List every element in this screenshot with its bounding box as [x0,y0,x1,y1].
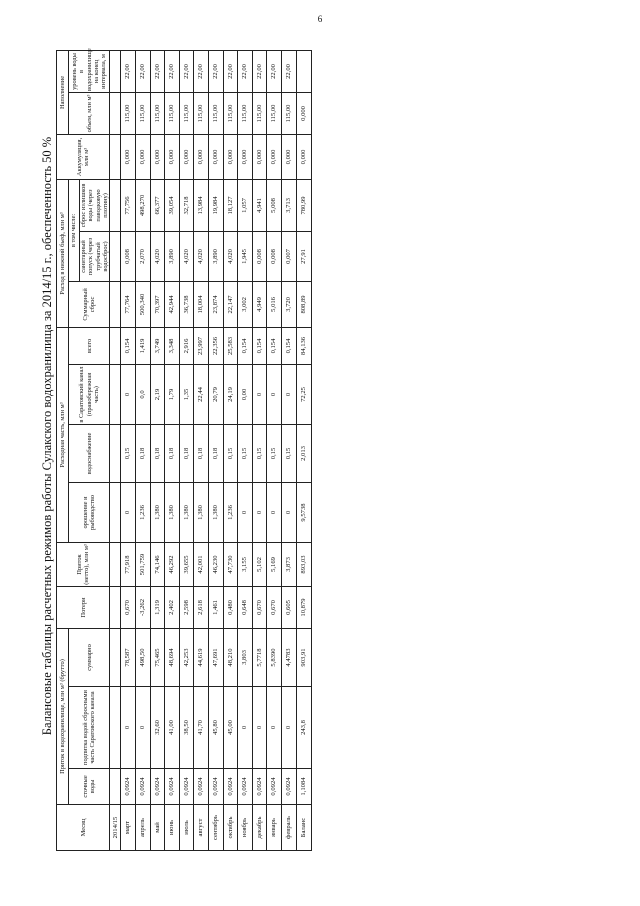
cell-loss: 0,648 [238,586,253,628]
cell-ws: 0,18 [194,424,209,482]
cell-stock: 0,0924 [223,769,238,805]
cell-stock: 0,0924 [165,769,180,805]
header-irrigation: орошение и рыбоводство [69,482,110,542]
cell-ws: 0,18 [209,424,224,482]
cell-canal: 0 [121,364,136,424]
header-stock: сточные воды [69,769,110,805]
header-sanitary: санитарный попуск (через трубчатый водосброс) [80,231,110,281]
cell-lvl [296,50,311,92]
header-water-supply: водоснабжение [69,424,110,482]
cell-lvl: 22,00 [238,50,253,92]
cell-lvl: 22,00 [121,50,136,92]
cell-san: 2,070 [136,231,151,281]
cell-ws: 0,15 [121,424,136,482]
cell-ws: 0,18 [165,424,180,482]
cell-net: 501,759 [136,542,151,586]
cell-sum: 70,397 [150,281,165,327]
cell-dam: 19,984 [209,179,224,231]
cell-irr: 1,380 [179,482,194,542]
cell-irr: 9,5738 [296,482,311,542]
cell-irr: 1,380 [209,482,224,542]
cell-month: февраль [281,805,296,851]
cell-dam: 39,054 [165,179,180,231]
cell-vol: 115,00 [165,92,180,134]
cell-lvl: 22,00 [136,50,151,92]
cell-ws: 2,013 [296,424,311,482]
cell-lvl: 22,00 [223,50,238,92]
cell-canal: 1,79 [165,364,180,424]
cell-acc: 0,000 [238,134,253,179]
header-to-canal: в Саратовский канал (правобережная часть) [69,364,110,424]
cell-canal: 24,19 [223,364,238,424]
cell-stock: 0,0924 [267,769,282,805]
cell-net: 77,918 [121,542,136,586]
header-spill-dam: сброс излишков воды (через паводковую плотину) [80,179,110,231]
cell-stock: 0,0924 [150,769,165,805]
header-total: суммарно [69,628,110,686]
header-month: Месяц [57,805,110,851]
cell-ws: 0,15 [252,424,267,482]
cell-san: 4,020 [150,231,165,281]
cell-month: май [150,805,165,851]
cell-supply: 38,50 [179,687,194,769]
header-outflow: Расходная часть, млн м³ [57,327,69,542]
cell-acc: 0,000 [267,134,282,179]
cell-san: 0,007 [281,231,296,281]
header-fill: Наполнение [57,50,69,134]
cell-irr: 0 [252,482,267,542]
cell-supply: 0 [136,687,151,769]
cell-dam: 3,713 [281,179,296,231]
cell-vol: 115,00 [150,92,165,134]
cell-all: 3,348 [165,327,180,364]
table-row [150,50,165,850]
header-volume: объем, млн м³ [69,92,110,134]
cell-irr: 1,380 [150,482,165,542]
cell-supply: 45,00 [223,687,238,769]
cell-stock: 1,1084 [296,769,311,805]
year-label: 2014/15 [110,805,121,851]
cell-acc: 0,000 [209,134,224,179]
cell-supply: 45,80 [209,687,224,769]
cell-acc: 0,000 [136,134,151,179]
cell-canal: 72,25 [296,364,311,424]
cell-loss: 2,618 [194,586,209,628]
cell-net: 46,292 [165,542,180,586]
cell-month: октябрь [223,805,238,851]
cell-loss: 0,480 [223,586,238,628]
cell-all: 84,136 [296,327,311,364]
cell-total: 47,691 [209,628,224,686]
cell-vol: 115,00 [194,92,209,134]
cell-canal: 0 [267,364,282,424]
cell-canal: 0,0 [136,364,151,424]
cell-loss: 1,319 [150,586,165,628]
cell-supply: 0 [281,687,296,769]
cell-month: Баланс [296,805,311,851]
cell-irr: 1,236 [136,482,151,542]
cell-acc: 0,000 [121,134,136,179]
cell-sum: 808,89 [296,281,311,327]
cell-dam: 32,718 [179,179,194,231]
cell-vol: 115,00 [267,92,282,134]
cell-all: 23,997 [194,327,209,364]
cell-dam: 498,270 [136,179,151,231]
cell-san: 27,91 [296,231,311,281]
cell-all: 0,154 [267,327,282,364]
cell-month: август [194,805,209,851]
cell-sum: 23,874 [209,281,224,327]
cell-vol: 115,00 [121,92,136,134]
cell-net: 42,001 [194,542,209,586]
cell-lvl: 22,00 [179,50,194,92]
cell-dam: 1,057 [238,179,253,231]
cell-supply: 0 [267,687,282,769]
header-sum-spill: Суммарный сброс [69,281,110,327]
cell-canal: 22,44 [194,364,209,424]
header-accum: Аккумуляция, млн м³ [57,134,110,179]
cell-stock: 0,0924 [238,769,253,805]
cell-total: 498,50 [136,628,151,686]
cell-net: 893,03 [296,542,311,586]
cell-dam: 18,127 [223,179,238,231]
cell-sum: 5,016 [267,281,282,327]
cell-net: 5,169 [267,542,282,586]
cell-acc: 0,000 [165,134,180,179]
cell-dam: 5,008 [267,179,282,231]
cell-dam: 77,756 [121,179,136,231]
cell-total: 3,803 [238,628,253,686]
cell-total: 48,210 [223,628,238,686]
cell-vol: 115,00 [136,92,151,134]
cell-ws: 0,15 [267,424,282,482]
cell-net: 39,655 [179,542,194,586]
cell-net: 46,230 [209,542,224,586]
cell-ws: 0,18 [150,424,165,482]
cell-all: 0,154 [252,327,267,364]
cell-lvl: 22,00 [252,50,267,92]
cell-san: 0,008 [121,231,136,281]
cell-dam: 4,941 [252,179,267,231]
cell-irr: 0 [121,482,136,542]
cell-loss: 1,461 [209,586,224,628]
cell-loss: -3,262 [136,586,151,628]
cell-stock: 0,0924 [252,769,267,805]
cell-vol: 115,00 [179,92,194,134]
cell-loss: 0,605 [281,586,296,628]
cell-san: 4,020 [194,231,209,281]
cell-net: 47,730 [223,542,238,586]
cell-acc: 0,000 [223,134,238,179]
cell-ws: 0,15 [238,424,253,482]
cell-san: 1,945 [238,231,253,281]
header-net-inflow: Приток (нетто), млн м³ [57,542,110,586]
cell-dam: 13,984 [194,179,209,231]
cell-sum: 3,720 [281,281,296,327]
cell-all: 0,154 [281,327,296,364]
cell-canal: 20,79 [209,364,224,424]
cell-loss: 2,598 [179,586,194,628]
cell-stock: 0,0924 [179,769,194,805]
header-supply: подпитка водой сбросными часть Саратовского канала [69,687,110,769]
cell-all: 25,583 [223,327,238,364]
cell-supply: 0 [238,687,253,769]
header-incl: в том числе: [69,179,80,281]
cell-stock: 0,0924 [281,769,296,805]
header-all: всего [69,327,110,364]
cell-vol: 115,00 [223,92,238,134]
cell-month: март [121,805,136,851]
cell-ws: 0,18 [136,424,151,482]
table-row [252,50,267,850]
balance-table [56,50,312,851]
cell-lvl: 22,00 [150,50,165,92]
cell-total: 44,619 [194,628,209,686]
cell-sum: 77,764 [121,281,136,327]
cell-san: 0,008 [252,231,267,281]
cell-vol: 115,00 [252,92,267,134]
cell-loss: 10,879 [296,586,311,628]
cell-lvl: 22,00 [267,50,282,92]
cell-canal: 1,35 [179,364,194,424]
cell-month: июнь [165,805,180,851]
cell-stock: 0,0924 [136,769,151,805]
cell-net: 5,102 [252,542,267,586]
cell-supply: 243,8 [296,687,311,769]
cell-supply: 41,70 [194,687,209,769]
cell-loss: 0,670 [121,586,136,628]
cell-month: сентябрь [209,805,224,851]
cell-stock: 0,0924 [121,769,136,805]
cell-supply: 41,00 [165,687,180,769]
table-row [179,50,194,850]
table-row [281,50,296,850]
table-row [165,50,180,850]
cell-loss: 2,402 [165,586,180,628]
cell-all: 1,419 [136,327,151,364]
cell-vol: 115,00 [209,92,224,134]
header-loss: Потери [57,586,110,628]
cell-acc: 0,000 [150,134,165,179]
table-row [209,50,224,850]
cell-supply: 0 [121,687,136,769]
cell-total: 4,4783 [281,628,296,686]
cell-canal: 0,00 [238,364,253,424]
cell-month: ноябрь [238,805,253,851]
cell-stock: 0,0924 [209,769,224,805]
cell-vol: 115,00 [281,92,296,134]
cell-canal: 2,19 [150,364,165,424]
header-spill: Расход в нижний бьеф, млн м³ [57,179,69,327]
cell-month: январь [267,805,282,851]
cell-ws: 0,18 [179,424,194,482]
cell-all: 2,916 [179,327,194,364]
cell-irr: 0 [267,482,282,542]
cell-supply: 32,60 [150,687,165,769]
cell-total: 903,91 [296,628,311,686]
cell-sum: 4,949 [252,281,267,327]
cell-lvl: 22,00 [165,50,180,92]
table-row [267,50,282,850]
cell-acc: 0,000 [252,134,267,179]
cell-irr: 0 [238,482,253,542]
cell-irr: 1,380 [165,482,180,542]
cell-total: 75,465 [150,628,165,686]
header-level: уровень воды в водохранилище на конец интервала, м [69,50,110,92]
cell-sum: 500,340 [136,281,151,327]
cell-sum: 3,002 [238,281,253,327]
cell-san: 3,890 [209,231,224,281]
cell-acc: 0,000 [296,134,311,179]
cell-ws: 0,15 [281,424,296,482]
cell-lvl: 22,00 [281,50,296,92]
cell-total: 5,7718 [252,628,267,686]
cell-stock: 0,0924 [194,769,209,805]
table-row [121,50,136,850]
cell-net: 3,873 [281,542,296,586]
cell-loss: 0,670 [252,586,267,628]
cell-lvl: 22,00 [194,50,209,92]
cell-loss: 0,670 [267,586,282,628]
page-number: 6 [317,14,323,24]
cell-lvl: 22,00 [209,50,224,92]
cell-irr: 1,380 [194,482,209,542]
cell-canal: 0 [281,364,296,424]
table-row [194,50,209,850]
cell-sum: 22,147 [223,281,238,327]
cell-month: декабрь [252,805,267,851]
cell-acc: 0,000 [281,134,296,179]
cell-total: 48,694 [165,628,180,686]
table-row [238,50,253,850]
cell-san: 0,008 [267,231,282,281]
cell-sum: 36,738 [179,281,194,327]
cell-month: апрель [136,805,151,851]
cell-total: 42,253 [179,628,194,686]
cell-san: 3,890 [165,231,180,281]
cell-net: 74,146 [150,542,165,586]
table-row [223,50,238,850]
cell-dam: 66,377 [150,179,165,231]
table-row [136,50,151,850]
cell-net: 3,155 [238,542,253,586]
cell-acc: 0,000 [194,134,209,179]
cell-vol: 0,000 [296,92,311,134]
cell-ws: 0,15 [223,424,238,482]
cell-all: 22,356 [209,327,224,364]
cell-canal: 0 [252,364,267,424]
cell-all: 0,154 [238,327,253,364]
cell-total: 78,587 [121,628,136,686]
cell-vol: 115,00 [238,92,253,134]
header-inflow: Приток в водохранилище, млн м³ (брутто) [57,628,69,804]
cell-sum: 18,004 [194,281,209,327]
cell-all: 0,154 [121,327,136,364]
cell-sum: 42,944 [165,281,180,327]
cell-san: 4,020 [223,231,238,281]
cell-total: 5,8390 [267,628,282,686]
document-title: Балансовые таблицы расчетных режимов работы Сулакского водохранилища за 2014/15 г., обеспеченность 50 % [40,136,54,736]
cell-irr: 0 [281,482,296,542]
cell-all: 3,749 [150,327,165,364]
cell-irr: 1,236 [223,482,238,542]
cell-acc: 0,000 [179,134,194,179]
cell-month: июль [179,805,194,851]
cell-supply: 0 [252,687,267,769]
cell-dam: 780,99 [296,179,311,231]
balance-row [296,50,311,850]
cell-san: 4,020 [179,231,194,281]
